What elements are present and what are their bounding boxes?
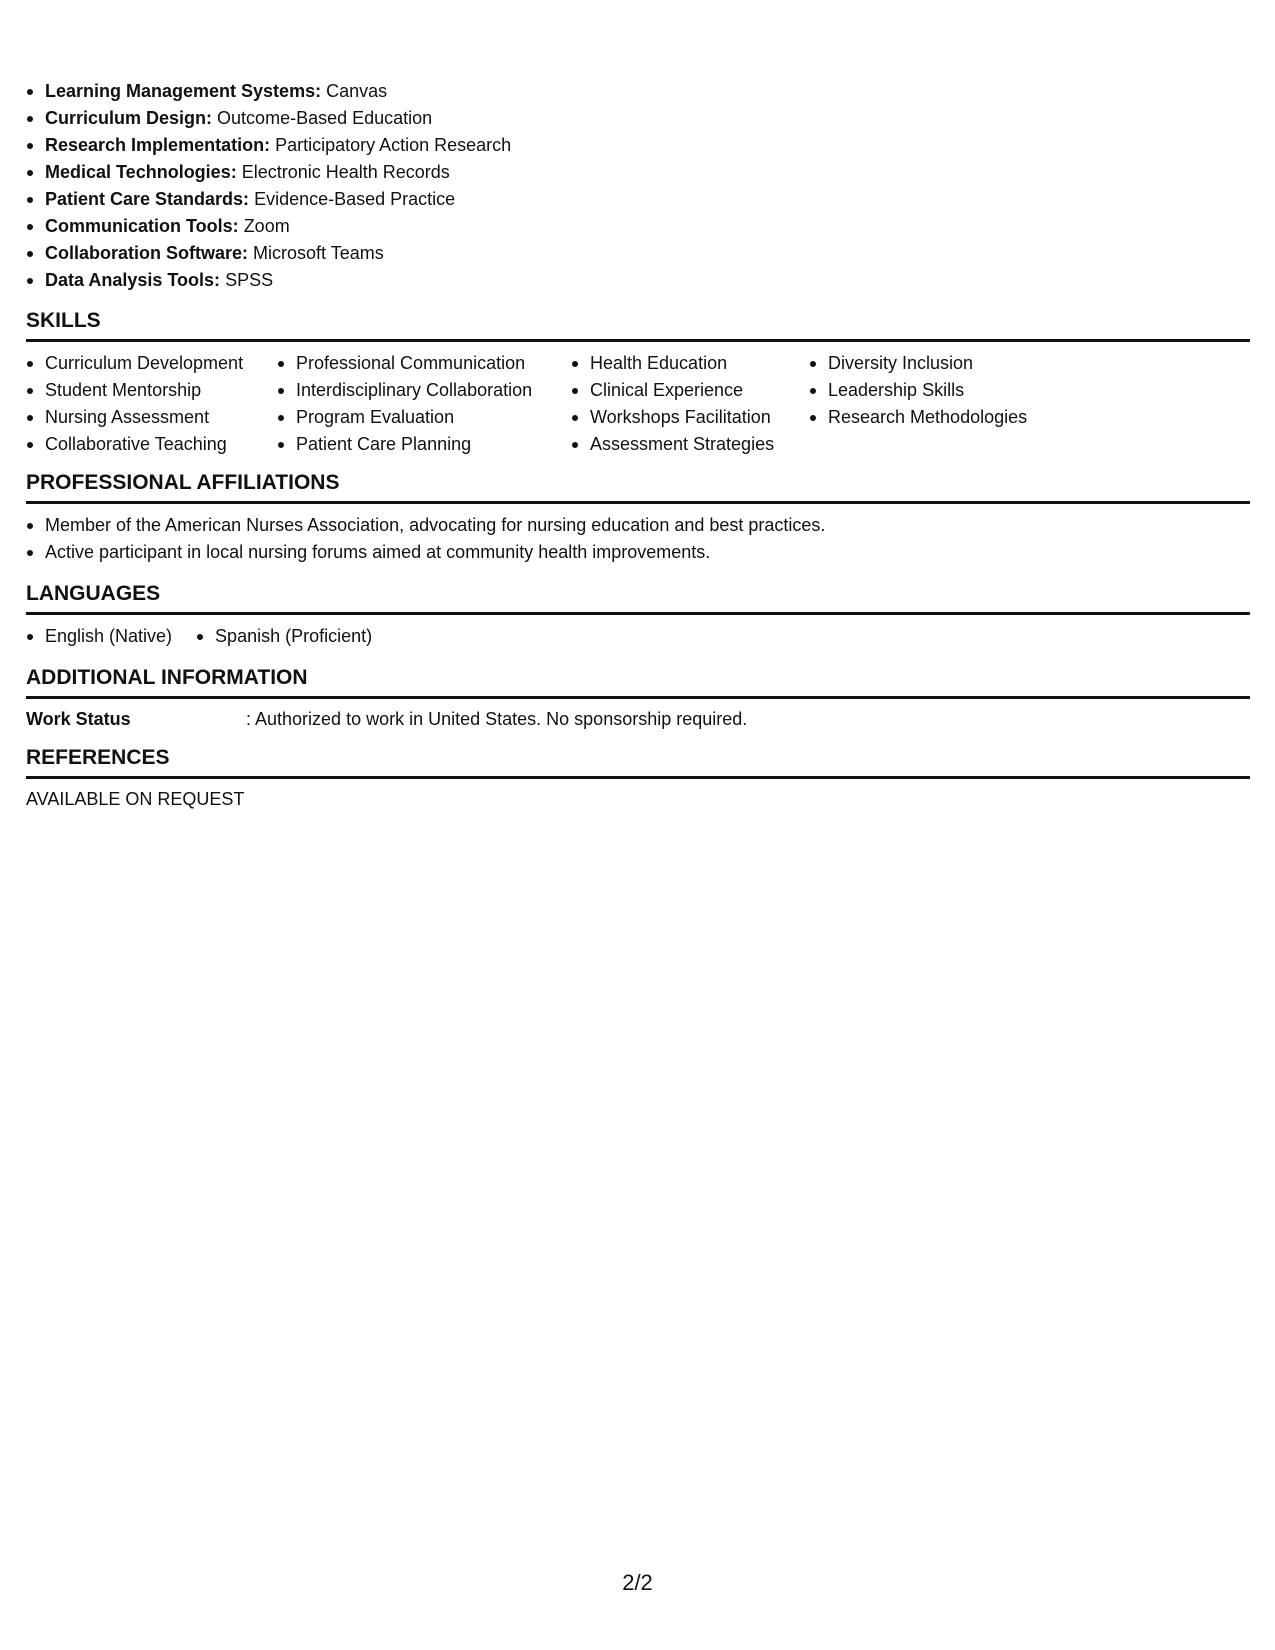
- skill-item: Diversity Inclusion: [809, 350, 1069, 377]
- skill-item: Health Education: [571, 350, 809, 377]
- skill-item: Leadership Skills: [809, 377, 1069, 404]
- work-status-value: : Authorized to work in United States. No sponsorship required.: [246, 709, 748, 729]
- language-item: English (Native): [26, 623, 172, 650]
- list-item: Curriculum Design: Outcome-Based Education: [26, 105, 1250, 132]
- affiliations-list: [26, 512, 1250, 566]
- references-text: AVAILABLE ON REQUEST: [26, 789, 245, 809]
- additional-info-heading: ADDITIONAL INFORMATION: [26, 665, 1250, 699]
- references-heading: REFERENCES: [26, 745, 1250, 779]
- skills-column: [26, 350, 277, 458]
- skills-grid: [26, 350, 1250, 458]
- skill-item: Curriculum Development: [26, 350, 277, 377]
- list-item: Communication Tools: Zoom: [26, 213, 1250, 240]
- skill-item: Professional Communication: [277, 350, 571, 377]
- resume-page: [26, 78, 1250, 811]
- skill-item: Program Evaluation: [277, 404, 571, 431]
- languages-heading: LANGUAGES: [26, 581, 1250, 615]
- skills-column: [571, 350, 809, 458]
- list-item: Active participant in local nursing forums aimed at community health improvements.: [26, 539, 1250, 566]
- list-item: Data Analysis Tools: SPSS: [26, 267, 1250, 294]
- work-status-row: [26, 707, 1250, 731]
- language-item: Spanish (Proficient): [196, 623, 372, 650]
- skill-item: Workshops Facilitation: [571, 404, 809, 431]
- list-item: Member of the American Nurses Association, advocating for nursing education and best practices.: [26, 512, 1250, 539]
- languages-list: [26, 623, 1250, 650]
- work-status-label: Work Status: [26, 709, 131, 729]
- skills-heading: SKILLS: [26, 308, 1250, 342]
- skill-item: Patient Care Planning: [277, 431, 571, 458]
- skill-item: Student Mentorship: [26, 377, 277, 404]
- list-item: Medical Technologies: Electronic Health Records: [26, 159, 1250, 186]
- skill-item: Nursing Assessment: [26, 404, 277, 431]
- skill-item: Clinical Experience: [571, 377, 809, 404]
- skill-item: Assessment Strategies: [571, 431, 809, 458]
- list-item: Collaboration Software: Microsoft Teams: [26, 240, 1250, 267]
- skills-column: [809, 350, 1069, 458]
- skill-item: Interdisciplinary Collaboration: [277, 377, 571, 404]
- list-item: Research Implementation: Participatory Action Research: [26, 132, 1250, 159]
- list-item: Patient Care Standards: Evidence-Based Practice: [26, 186, 1250, 213]
- list-item: Learning Management Systems: Canvas: [26, 78, 1250, 105]
- skill-item: Research Methodologies: [809, 404, 1069, 431]
- affiliations-heading: PROFESSIONAL AFFILIATIONS: [26, 470, 1250, 504]
- skills-column: [277, 350, 571, 458]
- technical-skills-list: [26, 78, 1250, 294]
- skill-item: Collaborative Teaching: [26, 431, 277, 458]
- page-number: 2/2: [622, 1570, 653, 1595]
